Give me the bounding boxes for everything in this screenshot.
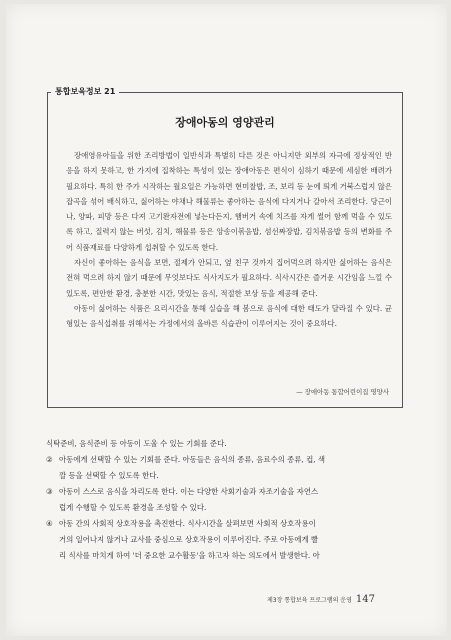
list-item-continuation: 리 식사를 마치게 하여 '더 중요한 교수활동'을 하고자 하는 의도에서 발생한다. 아 bbox=[59, 551, 320, 560]
info-box-text bbox=[66, 148, 392, 332]
list-item-number: ④ bbox=[46, 519, 53, 528]
info-paragraph: 아동이 싫어하는 식품은 요리시간을 통해 실습을 해 봄으로 음식에 대한 태도가 달라질 수 있다. 균형있는 음식섭취를 위해서는 가정에서의 올바른 식습관이 이루어지는 것이 중요하다. bbox=[66, 303, 392, 329]
info-box-source: — 장애아동 통합어린이집 영양사 bbox=[296, 388, 389, 396]
info-box-title: 장애아동의 영양관리 bbox=[175, 116, 275, 129]
list-item-text: 아동에게 선택할 수 있는 기회를 준다. 아동들은 음식의 종류, 음료수의 종류, 컵, 색 bbox=[59, 455, 326, 464]
list-item bbox=[46, 452, 392, 468]
list-item-continuation: 거의 일어나지 않거나 교사를 중심으로 상호작용이 이루어진다. 주로 아동에게 빨 bbox=[59, 535, 319, 544]
page-number: 147 bbox=[355, 594, 375, 605]
list-item-continuation: 깔 등을 선택할 수 있도록 한다. bbox=[59, 471, 159, 480]
list-item-number: ③ bbox=[46, 487, 53, 496]
body-text bbox=[46, 436, 392, 564]
info-box-label: 통합보육정보 21 bbox=[51, 86, 119, 98]
list-item-number: ② bbox=[46, 455, 53, 464]
list-item bbox=[46, 516, 392, 532]
list-item-text: 아동 간의 사회적 상호작용을 촉진한다. 식사시간을 살펴보면 사회적 상호작용이 bbox=[59, 519, 316, 528]
info-paragraph: 장애영유아들을 위한 조리방법이 일반식과 특별히 다른 것은 아니지만 외부의 자극에 정상적인 반응을 하지 못하고, 한 가지에 집착하는 특성이 있는 장애아동은 편식이 심하기 때문에 세심한 배려가 필요하다. 특히 한 주가 시작하는 월요일은 가능하면 현미찰밥, 조, 보리 등 눈에 띄게 거북스럽지 않은 잡곡을 섞어 배식하고, 싫어하는 야채나 해물류는 좋아하는 음식에 다지거나 갈아서 조리한다. 당근이나, 양파, 피망 등은 다져 고기완자전에 넣는다든지, 햄버거 속에 치즈를 자게 썰어 함께 먹을 수 있도록 하고, 질력지 않는 버섯, 김치, 해물류 등은 앙송이볶음밥, 섬선짜장밥, 김치볶음밥 등의 변화를 주어 식품재료를 다양하게 섭취할 수 있도록 한다. bbox=[66, 151, 392, 252]
body-intro-line: 식탁준비, 음식준비 등 아동이 도울 수 있는 기회를 준다. bbox=[46, 439, 227, 448]
list-item bbox=[46, 484, 392, 500]
page-footer bbox=[267, 594, 375, 605]
chapter-title: 제3장 통합보육 프로그램의 운영 bbox=[267, 597, 352, 604]
list-item-continuation: 럽게 수행할 수 있도록 환경을 조성할 수 있다. bbox=[59, 503, 207, 512]
list-item-text: 아동이 스스로 음식을 차리도록 한다. 이는 다양한 사회기술과 자조기술을 자연스 bbox=[59, 487, 319, 496]
info-paragraph: 자신이 좋아하는 음식을 보면, 절제가 안되고, 옆 친구 것까지 집어먹으려 하지만 싫어하는 음식은 전혀 먹으려 하지 않기 때문에 무엇보다도 식사지도가 필요하다. 식사시간은 즐거운 시간임을 느낄 수 있도록, 편안한 환경, 충분한 시간, 맛있는 음식, 적절한 보상 등을 제공해 준다. bbox=[66, 258, 392, 298]
